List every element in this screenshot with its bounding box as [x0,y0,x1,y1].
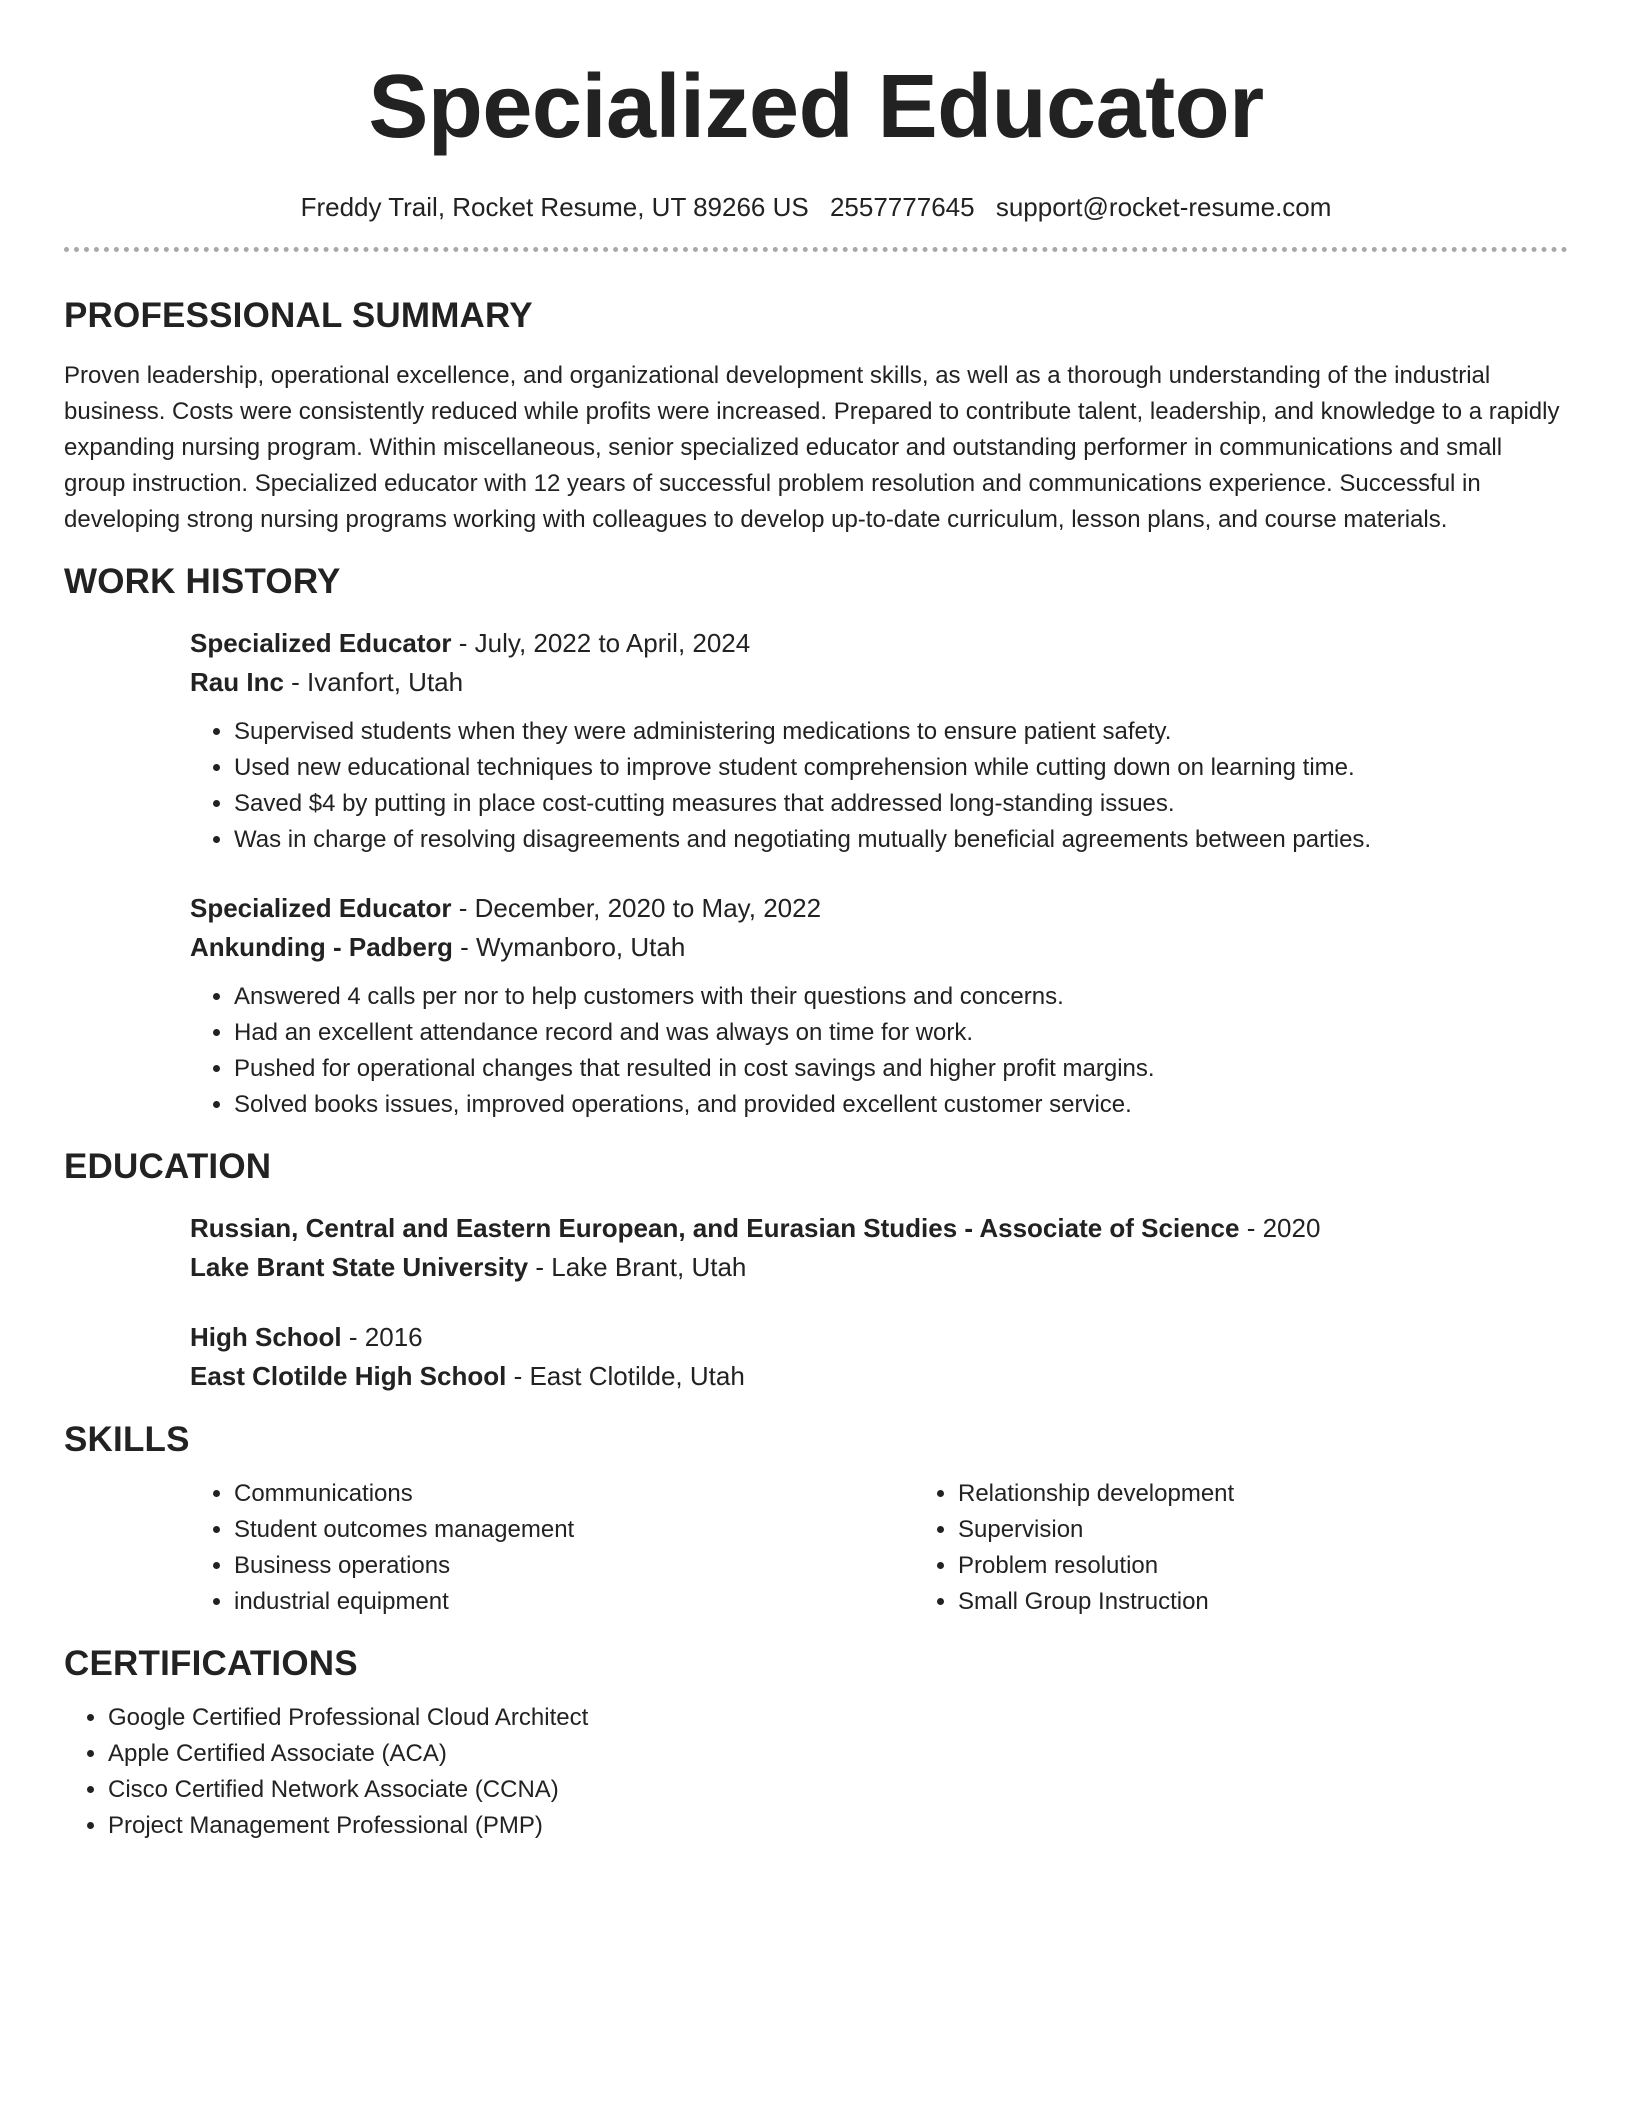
list-item: • Solved books issues, improved operations, and provided excellent customer service. [234,1087,1568,1123]
list-item: • Student outcomes management [234,1512,914,1548]
resume-name: Specialized Educator [368,57,1264,157]
contact-email: support@rocket-resume.com [995,192,1332,222]
list-item: • Had an excellent attendance record and was always on time for work. [234,1015,1568,1051]
job-dates: - July, 2022 to April, 2024 [451,628,751,658]
list-item: • Project Management Professional (PMP) [108,1808,1568,1844]
list-item: • Business operations [234,1548,914,1584]
education-year: - 2020 [1239,1213,1321,1243]
contact-address: Freddy Trail, Rocket Resume, UT 89266 US [300,192,809,222]
list-item: • Small Group Instruction [958,1584,1632,1620]
list-item: • Supervised students when they were administering medications to ensure patient safety. [234,714,1568,750]
certifications-section [64,1644,1568,1844]
skills-grid [190,1476,1568,1620]
education-school: Lake Brant State University [190,1252,529,1282]
education-degree-line [190,1209,1568,1248]
list-item: • Apple Certified Associate (ACA) [108,1736,1568,1772]
education-degree: High School [190,1322,342,1352]
job-role: Specialized Educator [190,893,452,923]
contact-phone: 2557777645 [829,192,975,222]
job-title-line [190,889,1568,928]
list-item: • Google Certified Professional Cloud Architect [108,1700,1568,1736]
contact-line [64,192,1568,223]
header-divider [64,247,1568,252]
education-entry [190,1209,1568,1287]
section-title-education: EDUCATION [64,1147,272,1186]
list-item: • Problem resolution [958,1548,1632,1584]
education-entry [190,1318,1568,1396]
list-item: • Cisco Certified Network Associate (CCNA) [108,1772,1568,1808]
section-title-summary: PROFESSIONAL SUMMARY [64,296,533,335]
summary-section [64,296,1568,538]
education-location: - Lake Brant, Utah [528,1252,747,1282]
education-school-line [190,1248,1568,1287]
job-company: Rau Inc [190,667,284,697]
job-role: Specialized Educator [190,628,452,658]
work-section [64,562,1568,1123]
skills-section [64,1420,1568,1620]
list-item: • Communications [234,1476,914,1512]
skills-list-left [190,1476,914,1620]
list-item: • Relationship development [958,1476,1632,1512]
list-item: • industrial equipment [234,1584,914,1620]
job-bullets [190,979,1568,1123]
job-location: - Wymanboro, Utah [452,932,686,962]
job-company-line [190,928,1568,967]
education-school-line [190,1357,1568,1396]
summary-text: Proven leadership, operational excellence, and organizational development skills, as well as a thorough understanding of the industrial business. Costs were consistently reduced while profits were increased. Prepared to contribute talent, leadership, and knowledge to a rapidly expanding nursing program. Within miscellaneous, senior specialized educator and outstanding performer in communications and small group instruction. Specialized educator with 12 years of successful problem resolution and communications experience. Successful in developing strong nursing programs working with colleagues to develop up-to-date curriculum, lesson plans, and course materials. [64,362,1560,533]
skills-list-right [914,1476,1632,1620]
job-entry [190,889,1568,1123]
list-item: • Supervision [958,1512,1632,1548]
job-location: - Ivanfort, Utah [283,667,464,697]
job-company: Ankunding - Padberg [190,932,453,962]
education-degree: Russian, Central and Eastern European, and Eurasian Studies - Associate of Science [190,1213,1240,1243]
education-section [64,1147,1568,1396]
education-year: - 2016 [341,1322,423,1352]
job-company-line [190,663,1568,702]
list-item: • Answered 4 calls per nor to help customers with their questions and concerns. [234,979,1568,1015]
certifications-list [64,1700,1568,1844]
job-title-line [190,624,1568,663]
education-location: - East Clotilde, Utah [506,1361,745,1391]
section-title-work: WORK HISTORY [64,562,341,601]
list-item: • Used new educational techniques to improve student comprehension while cutting down on learning time. [234,750,1568,786]
list-item: • Pushed for operational changes that resulted in cost savings and higher profit margins. [234,1051,1568,1087]
education-school: East Clotilde High School [190,1361,507,1391]
section-title-certifications: CERTIFICATIONS [64,1644,358,1683]
job-dates: - December, 2020 to May, 2022 [451,893,822,923]
education-degree-line [190,1318,1568,1357]
section-title-skills: SKILLS [64,1420,190,1459]
job-entry [190,624,1568,858]
job-bullets [190,714,1568,858]
list-item: • Was in charge of resolving disagreements and negotiating mutually beneficial agreements between parties. [234,822,1568,858]
list-item: • Saved $4 by putting in place cost-cutting measures that addressed long-standing issues. [234,786,1568,822]
